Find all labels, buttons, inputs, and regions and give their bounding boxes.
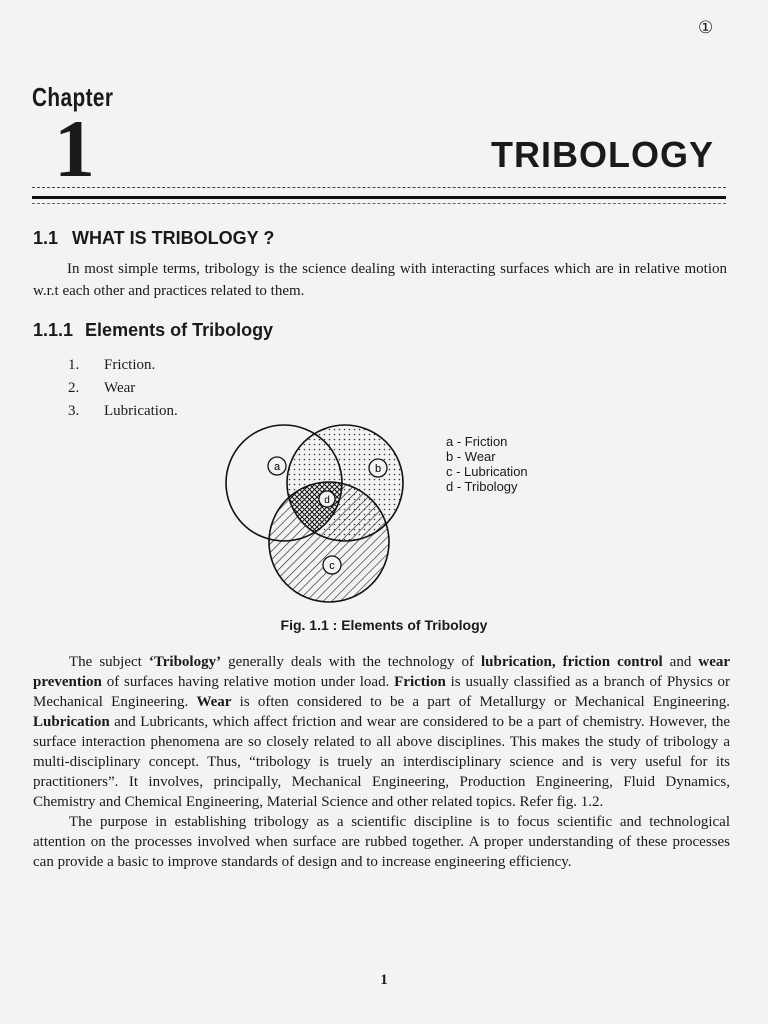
- list-item-number: 1.: [68, 357, 80, 373]
- paragraph-purpose: The purpose in establishing tribology as a scientific discipline is to focus scientific and technological attention on the processes involved when surface are rubbed together. A proper understanding of these processes can provide a basic to improve standards of design and to increase engineering efficiency.: [33, 814, 730, 870]
- legend-item: b - Wear: [446, 449, 496, 464]
- label-a-text: a: [273, 461, 281, 473]
- label-c: [323, 556, 341, 574]
- chapter-title: TRIBOLOGY: [491, 134, 714, 175]
- bold-term: Lubrication: [33, 714, 110, 730]
- list-item: [68, 400, 178, 423]
- list-item-text: Wear: [104, 380, 136, 396]
- bold-term: Wear: [196, 694, 232, 710]
- venn-diagram: [222, 422, 422, 604]
- bold-term: lubrication, friction control: [480, 654, 663, 670]
- header-rule-thick: [32, 196, 726, 199]
- subsection-number: 1.1.1: [33, 320, 74, 340]
- elements-list: [68, 354, 178, 423]
- figure-caption: Fig. 1.1 : Elements of Tribology: [280, 617, 488, 633]
- label-d-text: d: [324, 495, 330, 506]
- label-c-text: c: [329, 560, 335, 572]
- legend-item: d - Tribology: [446, 479, 518, 494]
- list-item-text: Lubrication.: [104, 403, 178, 419]
- legend-item: a - Friction: [446, 434, 508, 449]
- corner-mark: ①: [698, 18, 714, 38]
- list-item-number: 3.: [68, 403, 80, 419]
- paragraph-tribology-subject: The subject ‘Tribology’ generally deals with the technology of lubrication, friction control and wear prevention of surfaces having relative motion under load. Friction is usually classified as a branch of Physics or Mechanical Engineering. Wear is often considered to be a part of Metallurgy or Mechanical Engineering. Lubrication and Lubricants, which affect friction and wear are considered to be a part of chemistry. However, the surface interaction phenomena are so closely related to all above disciplines. This makes the study of tribology a multi-disciplinary concept. Thus, “tribology is truely an interdisciplinary science and is very useful for its practitioners”. It involves, principally, Mechanical Engineering, Production Engineering, Fluid Dynamics, Chemistry and Chemical Engineering, Material Science and other related topics. Refer fig. 1.2.: [33, 654, 731, 810]
- subsection-heading: [33, 320, 273, 341]
- list-item-number: 2.: [68, 380, 80, 396]
- list-item: [68, 354, 178, 377]
- header-rule-dashed-top: [32, 187, 726, 188]
- label-a: [268, 457, 286, 475]
- page-number: 1: [380, 972, 388, 988]
- section-title: WHAT IS TRIBOLOGY ?: [72, 228, 275, 248]
- section-heading: [33, 228, 274, 249]
- figure-legend: [446, 434, 528, 494]
- chapter-label: Chapter: [32, 82, 114, 112]
- list-item: [68, 377, 178, 400]
- intro-paragraph: In most simple terms, tribology is the science dealing with interacting surfaces which are in relative motion w.r.t each other and practices related to them.: [33, 261, 727, 299]
- chapter-number: 1: [54, 103, 95, 194]
- header-rule-dashed-bottom: [32, 203, 726, 204]
- bold-term: wear prevention: [33, 654, 731, 690]
- label-d: [319, 491, 335, 507]
- bold-term: ‘Tribology’: [148, 654, 222, 670]
- bold-term: Friction: [394, 674, 446, 690]
- list-item-text: Friction.: [104, 357, 156, 373]
- label-b-text: b: [374, 463, 382, 475]
- legend-item: c - Lubrication: [446, 464, 528, 479]
- subsection-title: Elements of Tribology: [85, 320, 274, 340]
- body-text: [33, 652, 730, 872]
- label-b: [369, 459, 387, 477]
- section-number: 1.1: [33, 228, 59, 248]
